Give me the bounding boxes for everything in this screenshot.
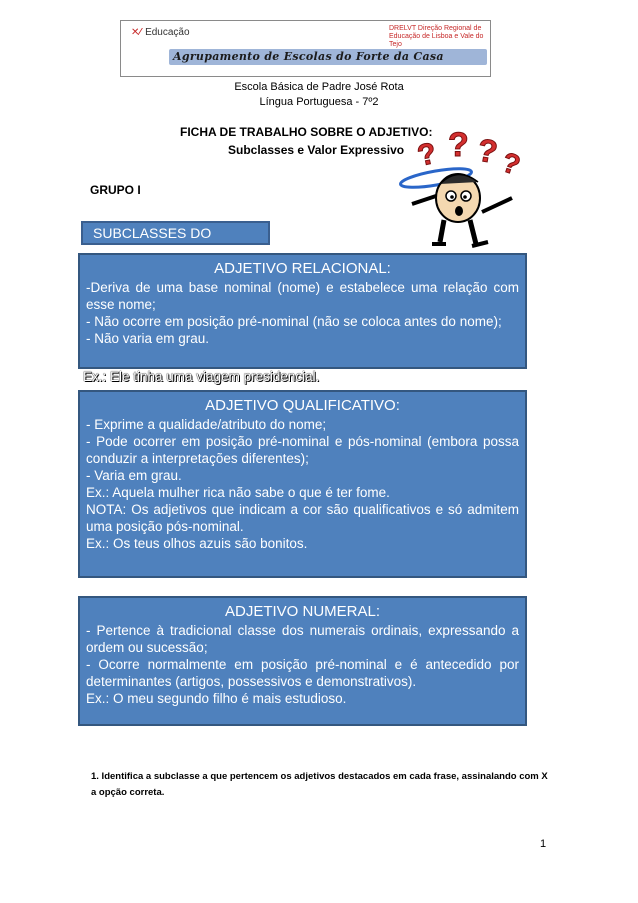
exercise-question: 1. Identifica a subclasse a que pertencem os adjetivos destacados em cada frase, assinalando com X a opção correta.	[91, 771, 548, 798]
confused-character-illustration	[392, 126, 524, 248]
svg-text:?: ?	[474, 131, 501, 171]
numeral-line: - Pertence à tradicional classe dos numerais ordinais, expressando a ordem ou sucessão;	[86, 623, 519, 655]
ministry-logo-text: Educação	[145, 27, 190, 38]
relational-line: -Deriva de uma base nominal (nome) e estabelece uma relação com esse nome;	[86, 280, 519, 312]
ministry-logo: ✕⁄ Educação	[131, 27, 190, 38]
qualifying-adjective-box	[78, 390, 527, 578]
numeral-line: - Ocorre normalmente em posição pré-nominal e é antecedido por determinantes (artigos, possessivos e demonstrativos).	[86, 657, 519, 689]
school-name: Escola Básica de Padre José Rota	[234, 81, 404, 93]
relational-example: Ex.: Ele tinha uma viagem presidencial.	[83, 369, 320, 384]
relational-line: - Não varia em grau.	[86, 331, 210, 346]
qualifying-line: - Pode ocorrer em posição pré-nominal e pós-nominal (embora possa conduzir a interpretações diferentes);	[86, 434, 519, 466]
group-heading: GRUPO I	[90, 183, 141, 197]
qualifying-line: - Exprime a qualidade/atributo do nome;	[86, 417, 327, 432]
header-banner	[120, 20, 491, 77]
subclasses-banner: SUBCLASSES DO	[81, 221, 270, 245]
school-group-title: Agrupamento de Escolas do Forte da Casa	[173, 50, 444, 63]
qualifying-title: ADJETIVO QUALIFICATIVO:	[205, 397, 400, 414]
relational-line: - Não ocorre em posição pré-nominal (não se coloca antes do nome);	[86, 314, 502, 329]
numeral-adjective-box	[78, 596, 527, 726]
worksheet-subtitle: Subclasses e Valor Expressivo	[228, 143, 405, 157]
relational-adjective-box	[78, 253, 527, 369]
svg-text:?: ?	[448, 126, 469, 164]
qualifying-line: NOTA: Os adjetivos que indicam a cor são qualificativos e só admitem uma posição pós-nominal.	[86, 502, 519, 534]
qualifying-line: - Varia em grau.	[86, 468, 182, 483]
svg-text:?: ?	[498, 146, 524, 181]
qualifying-line: Ex.: Os teus olhos azuis são bonitos.	[86, 536, 308, 551]
page-number: 1	[540, 838, 547, 850]
qualifying-line: Ex.: Aquela mulher rica não sabe o que é ter fome.	[86, 485, 390, 500]
subject-line: Língua Portuguesa - 7º2	[259, 96, 379, 108]
worksheet-title: FICHA DE TRABALHO SOBRE O ADJETIVO:	[180, 125, 433, 139]
numeral-line: Ex.: O meu segundo filho é mais estudioso.	[86, 691, 347, 706]
relational-title: ADJETIVO RELACIONAL:	[214, 260, 391, 277]
svg-text:?: ?	[414, 136, 440, 173]
numeral-title: ADJETIVO NUMERAL:	[224, 603, 381, 620]
drelvt-logo: DRELVT Direção Regional de Educação de Lisboa e Vale do Tejo	[389, 25, 484, 48]
